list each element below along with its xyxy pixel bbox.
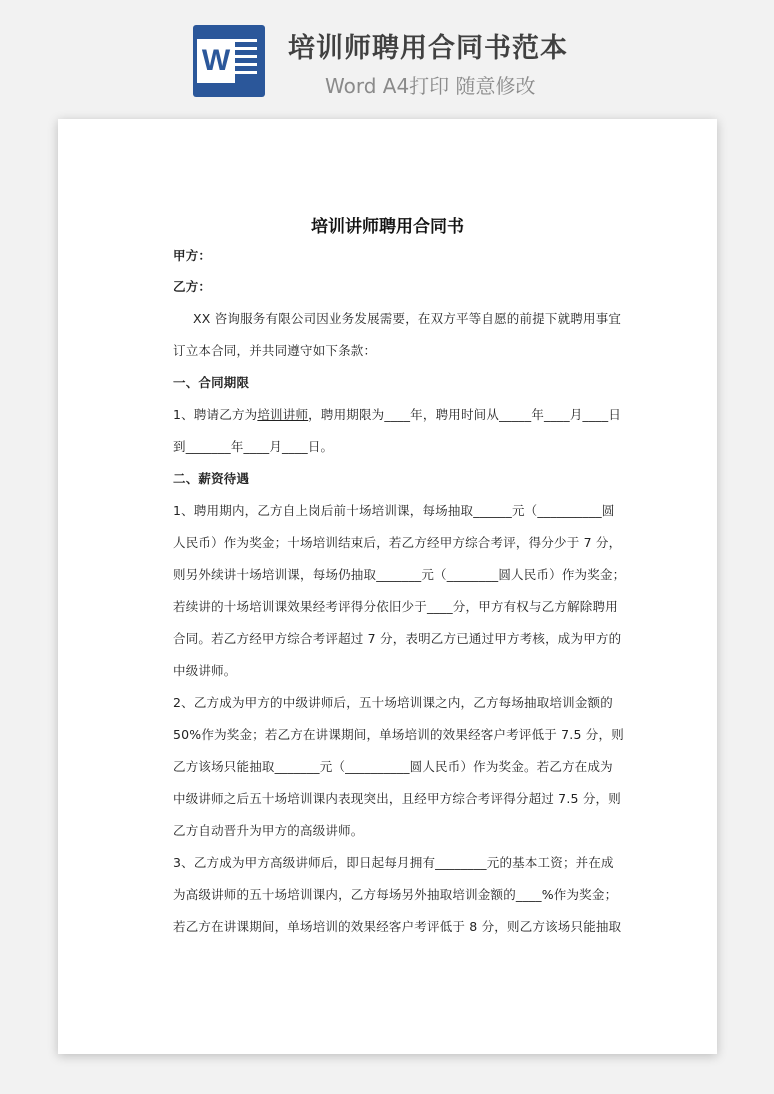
paragraph-1-line-1: 1、聘用期内，乙方自上岗后前十场培训课，每场抽取______元（__________圆: [173, 503, 615, 518]
term-line-2: 到_______年____月____日。: [173, 439, 334, 454]
paragraph-3-line-2: 为高级讲师的五十场培训课内，乙方每场另外抽取培训金额的____%作为奖金；: [173, 887, 618, 902]
position-name: 培训讲师: [257, 407, 309, 422]
intro-line-1: XX 咨询服务有限公司因业务发展需要，在双方平等自愿的前提下就聘用事宜: [193, 311, 622, 326]
header-subtitle: Word A4打印 随意修改: [325, 74, 536, 98]
word-letter: W: [197, 39, 235, 83]
paragraph-2-line-4: 中级讲师之后五十场培训课内表现突出，且经甲方综合考评得分超过 7.5 分，则: [173, 791, 621, 806]
paragraph-2-line-5: 乙方自动晋升为甲方的高级讲师。: [173, 823, 364, 838]
document-page: [58, 119, 717, 1054]
paragraph-1-line-6: 中级讲师。: [173, 663, 237, 678]
paragraph-1-line-5: 合同。若乙方经甲方综合考评超过 7 分，表明乙方已通过甲方考核，成为甲方的: [173, 631, 622, 646]
term-line-1-suffix: ，聘用期限为____年，聘用时间从_____年____月____日: [308, 407, 622, 422]
term-line-1: [173, 405, 621, 423]
paragraph-3-line-1: 3、乙方成为甲方高级讲师后，即日起每月拥有________元的基本工资；并在成: [173, 855, 614, 870]
party-a-label: 甲方：: [173, 248, 212, 263]
paragraph-1-line-2: 人民币）作为奖金；十场培训结束后，若乙方经甲方综合考评，得分少于 7 分，: [173, 535, 622, 550]
header-title: 培训师聘用合同书范本: [288, 33, 568, 64]
header-banner: [0, 0, 774, 110]
party-b-label: 乙方：: [173, 279, 212, 294]
section-2-heading: 二、薪资待遇: [173, 471, 250, 486]
paragraph-1-line-3: 则另外续讲十场培训课，每场仍抽取_______元（________圆人民币）作为奖金；: [173, 567, 626, 582]
word-icon: [193, 25, 265, 97]
section-1-heading: 一、合同期限: [173, 375, 250, 390]
paragraph-1-line-4: 若续讲的十场培训课效果经考评得分依旧少于____分，甲方有权与乙方解除聘用: [173, 599, 618, 614]
paragraph-3-line-3: 若乙方在讲课期间，单场培训的效果经客户考评低于 8 分，则乙方该场只能抽取: [173, 919, 622, 934]
paragraph-2-line-2: 50%作为奖金；若乙方在讲课期间，单场培训的效果经客户考评低于 7.5 分，则: [173, 727, 624, 742]
paragraph-2-line-1: 2、乙方成为甲方的中级讲师后，五十场培训课之内，乙方每场抽取培训金额的: [173, 695, 613, 710]
document-lines-icon: [233, 39, 257, 79]
term-line-1-prefix: 1、聘请乙方为: [173, 407, 258, 422]
paragraph-2-line-3: 乙方该场只能抽取_______元（__________圆人民币）作为奖金。若乙方在成为: [173, 759, 613, 774]
intro-line-2: 订立本合同，并共同遵守如下条款：: [173, 343, 377, 358]
document-title: 培训讲师聘用合同书: [311, 217, 464, 237]
